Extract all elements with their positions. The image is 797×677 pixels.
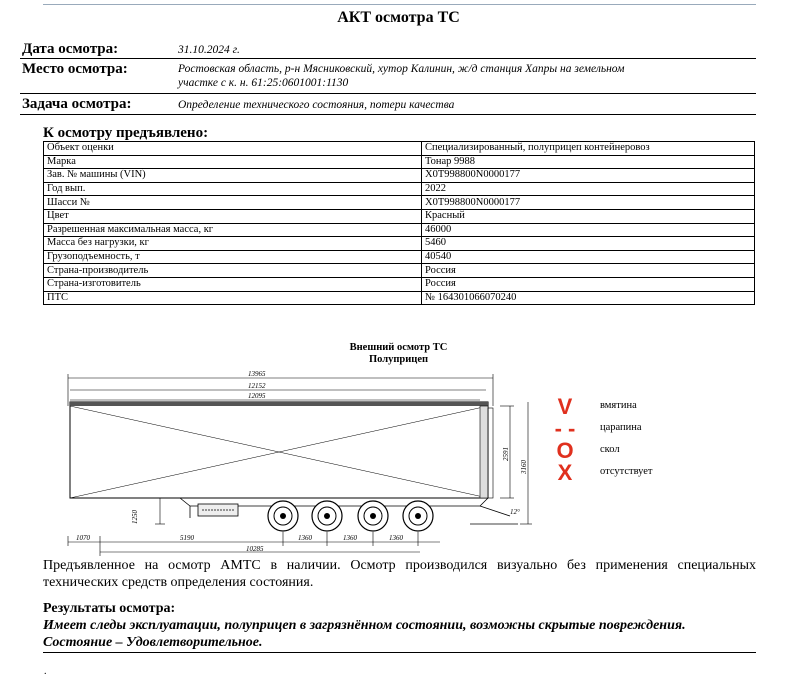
spec-label-cell: Масса без нагрузки, кг (44, 237, 422, 251)
spec-value-cell: 2022 (422, 182, 755, 196)
inspection-date-value: 31.10.2024 г. (178, 44, 240, 56)
dim-bottom-b: 1360 (298, 534, 312, 542)
legend-row-scratch (554, 418, 684, 440)
wheels (268, 501, 433, 531)
legend-label-missing: отсутствует (600, 466, 653, 477)
damage-legend (554, 396, 684, 496)
inspection-place-label: Место осмотра: (22, 61, 128, 77)
inspection-place-row (20, 59, 756, 94)
spec-value-cell: Специализированный, полуприцеп контейнеровоз (422, 142, 755, 156)
inspection-place-value-line1: Ростовская область, р-н Мясниковский, хутор Калинин, ж/д станция Хапры на земельном (178, 63, 625, 75)
spec-value-cell: Тонар 9988 (422, 155, 755, 169)
inspection-task-label: Задача осмотра: (22, 96, 132, 112)
drawing-heading-line2: Полуприцеп (368, 354, 429, 365)
legend-label-chip: скол (600, 444, 620, 455)
spec-label-cell: Шасси № (44, 196, 422, 210)
missing-icon: X (557, 460, 573, 485)
dim-top-mid: 12152 (248, 382, 266, 390)
dim-front-low: 1250 (131, 510, 139, 524)
legend-row-chip (554, 440, 684, 462)
dim-bottom-a: 5190 (180, 534, 194, 542)
spec-label-cell: Марка (44, 155, 422, 169)
spec-table (43, 141, 755, 305)
top-dimension-lines (68, 374, 493, 406)
table-row (44, 209, 755, 223)
spec-value-cell: X0T998800N0000177 (422, 196, 755, 210)
spec-label-cell: Объект оценки (44, 142, 422, 156)
wheel (403, 501, 433, 531)
wheel (312, 501, 342, 531)
dim-top-overall: 13965 (248, 370, 266, 378)
spec-label-cell: Зав. № машины (VIN) (44, 169, 422, 183)
inspection-task-row (20, 94, 756, 115)
spec-label-cell: Страна-производитель (44, 264, 422, 278)
spec-value-cell: 46000 (422, 223, 755, 237)
dent-icon: V (557, 394, 573, 419)
spec-label-cell: Цвет (44, 209, 422, 223)
spec-label-cell: Год вып. (44, 182, 422, 196)
chip-icon: O (556, 438, 574, 463)
dim-bottom-total: 10285 (246, 545, 264, 553)
dim-bottom-d: 1360 (389, 534, 403, 542)
spec-label-cell: ПТС (44, 291, 422, 305)
footer-mark: . (44, 666, 47, 677)
legend-row-dent (554, 396, 684, 418)
table-row (44, 155, 755, 169)
dim-bottom-c: 1360 (343, 534, 357, 542)
presented-heading: К осмотру предъявлено: (43, 125, 209, 141)
table-row (44, 264, 755, 278)
table-row (44, 223, 755, 237)
landing-gear (155, 498, 165, 524)
legend-row-missing (554, 462, 684, 484)
inspection-place-value-line2: участке с к. н. 61:25:0601001:1130 (178, 77, 349, 89)
inspection-date-row (20, 41, 756, 59)
spec-value-cell: № 164301066070240 (422, 291, 755, 305)
results-text: Имеет следы эксплуатации, полуприцеп в загрязнённом состоянии, возможны скрытые повреждения. Состояние – Удовлетворительное. (43, 617, 756, 653)
legend-label-dent: вмятина (600, 400, 637, 411)
table-row (44, 142, 755, 156)
table-row (44, 291, 755, 305)
spec-label-cell: Страна-изготовитель (44, 277, 422, 291)
spec-value-cell: Россия (422, 264, 755, 278)
table-row (44, 182, 755, 196)
spec-value-cell: 5460 (422, 237, 755, 251)
table-row (44, 277, 755, 291)
table-row (44, 237, 755, 251)
drawing-heading (0, 342, 797, 366)
document-title: АКТ осмотра ТС (337, 9, 460, 26)
dim-top-inner: 12095 (248, 392, 266, 400)
trailer-body (70, 402, 493, 498)
spec-value-cell: X0T998800N0000177 (422, 169, 755, 183)
dim-bottom-front: 1070 (76, 534, 90, 542)
dim-angle: 12° (510, 508, 520, 516)
semitrailer-side-view-drawing (40, 366, 545, 556)
inspection-paragraph: Предъявленное на осмотр АМТС в наличии. Осмотр производился визуально без применения специальных технических средств определения состояния. (43, 558, 756, 590)
wheel (358, 501, 388, 531)
spec-value-cell: Красный (422, 209, 755, 223)
table-row (44, 169, 755, 183)
scratch-icon: - - (554, 416, 576, 441)
spec-value-cell: 40540 (422, 250, 755, 264)
table-row (44, 250, 755, 264)
chassis-frame (180, 498, 518, 524)
wheel (268, 501, 298, 531)
legend-label-scratch: царапина (600, 422, 642, 433)
dim-height-total: 3160 (520, 460, 528, 474)
spec-value-cell: Россия (422, 277, 755, 291)
inspection-task-value: Определение технического состояния, потери качества (178, 99, 455, 111)
top-rule (43, 4, 756, 5)
drawing-heading-line1: Внешний осмотр ТС (349, 342, 448, 353)
spec-label-cell: Разрешенная максимальная масса, кг (44, 223, 422, 237)
spec-label-cell: Грузоподъемность, т (44, 250, 422, 264)
inspection-date-label: Дата осмотра: (22, 41, 119, 57)
dim-height-body: 2591 (502, 447, 510, 461)
results-heading: Результаты осмотра: (43, 601, 176, 616)
table-row (44, 196, 755, 210)
